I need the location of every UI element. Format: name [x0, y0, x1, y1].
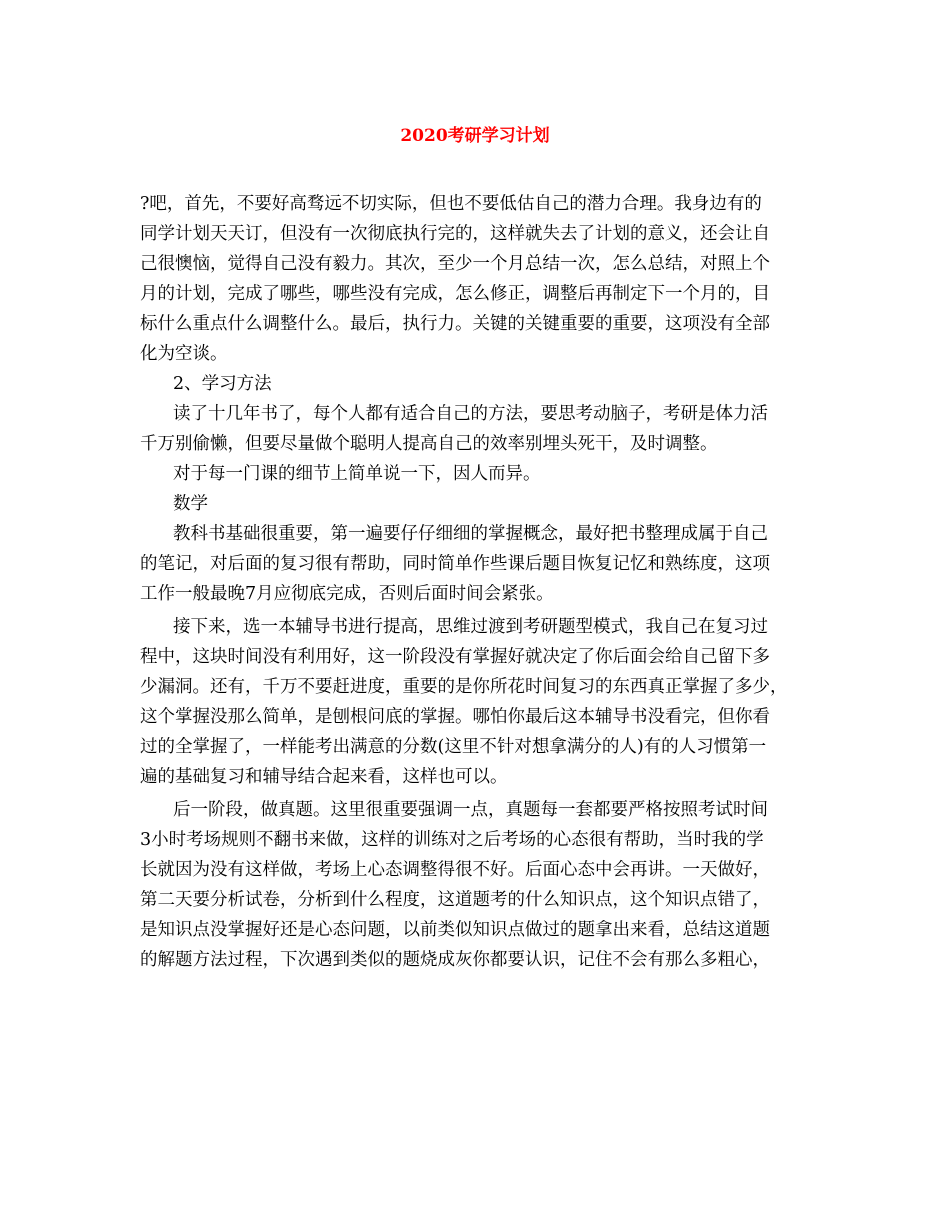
text-line: 程中，这块时间没有利用好，这一阶段没有掌握好就决定了你后面会给自己留下多	[140, 647, 770, 667]
text-line: 工作一般最晚7月应彻底完成，否则后面时间会紧张。	[140, 584, 554, 604]
text-line: 的解题方法过程，下次遇到类似的题烧成灰你都要认识，记住不会有那么多粗心，	[140, 950, 770, 970]
text-line: 3小时考场规则不翻书来做，这样的训练对之后考场的心态很有帮助，当时我的学	[140, 830, 764, 850]
document-body	[140, 189, 816, 975]
text-line: 的笔记，对后面的复习很有帮助，同时简单作些课后题目恢复记忆和熟练度，这项	[140, 554, 770, 574]
text-line: 教科书基础很重要，第一遍要仔仔细细的掌握概念，最好把书整理成属于自己	[173, 524, 768, 544]
text-line: 这个掌握没那么简单，是刨根问底的掌握。哪怕你最后这本辅导书没看完，但你看	[140, 707, 770, 727]
text-line: 第二天要分析试卷，分析到什么程度，这道题考的什么知识点，这个知识点错了，	[140, 890, 770, 910]
text-line: 少漏洞。还有，千万不要赶进度，重要的是你所花时间复习的东西真正掌握了多少，	[140, 677, 788, 697]
text-line: 同学计划天天订，但没有一次彻底执行完的，这样就失去了计划的意义，还会让自	[140, 224, 770, 244]
text-line: 读了十几年书了，每个人都有适合自己的方法，要思考动脑子，考研是体力活	[173, 404, 768, 424]
text-line: 千万别偷懒，但要尽量做个聪明人提高自己的效率别埋头死干，及时调整。	[140, 434, 718, 454]
text-line: 对于每一门课的细节上简单说一下，因人而异。	[173, 464, 541, 484]
text-line: 长就因为没有这样做，考场上心态调整得很不好。后面心态中会再讲。一天做好，	[140, 860, 770, 880]
text-line: 是知识点没掌握好还是心态问题，以前类似知识点做过的题拿出来看，总结这道题	[140, 920, 770, 940]
subheading-math: 数学	[173, 494, 208, 514]
text-line: 标什么重点什么调整什么。最后，执行力。关键的关键重要的重要，这项没有全部	[140, 314, 770, 334]
text-line: 接下来，选一本辅导书进行提高，思维过渡到考研题型模式，我自己在复习过	[173, 617, 768, 637]
text-line: 过的全掌握了，一样能考出满意的分数(这里不针对想拿满分的人)有的人习惯第一	[140, 737, 767, 757]
text-line: ?吧，首先，不要好高骛远不切实际，但也不要低估自己的潜力合理。我身边有的	[140, 194, 762, 214]
document-title: 2020考研学习计划	[400, 126, 550, 146]
section-heading-study-method: 2、学习方法	[173, 374, 272, 394]
text-line: 遍的基础复习和辅导结合起来看，这样也可以。	[140, 767, 508, 787]
text-line: 己很懊恼，觉得自己没有毅力。其次，至少一个月总结一次，怎么总结，对照上个	[140, 254, 770, 274]
text-line: 月的计划，完成了哪些，哪些没有完成，怎么修正，调整后再制定下一个月的，目	[140, 284, 770, 304]
text-line: 化为空谈。	[140, 344, 228, 364]
text-line: 后一阶段，做真题。这里很重要强调一点，真题每一套都要严格按照考试时间	[173, 800, 768, 820]
